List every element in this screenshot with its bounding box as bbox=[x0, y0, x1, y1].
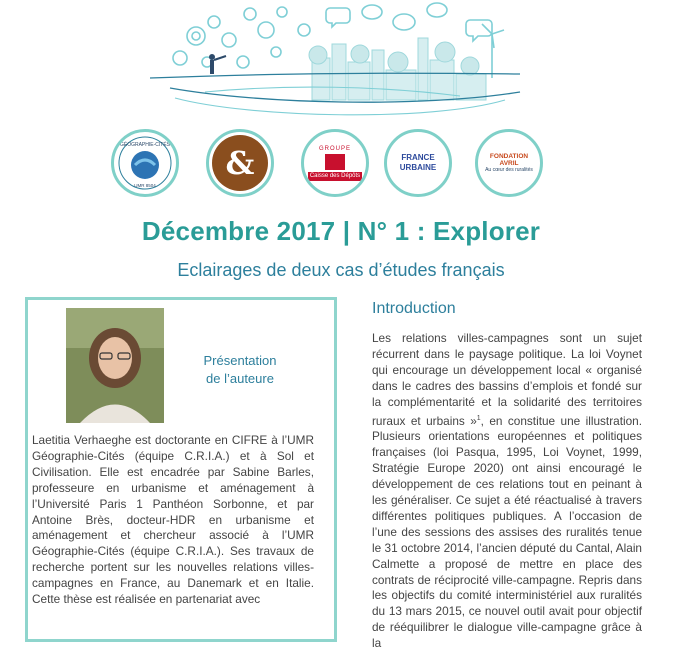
header-illustration bbox=[0, 0, 682, 125]
intro-paragraph: Les relations villes-campagnes sont un sujet récurrent dans le paysage politique. La loi Voynet qui encourage un développement local « organisé dans le cadres des bassins d’emplois et fondé sur la complémentarité et la solidarité des territoires ruraux et urbains »$^1$, en constitue une illustration. Plusieurs orientations européennes et politiques françaises (loi Pasqua, 1995, Loi Voynet, 1999, Stratégie Europe 2020) ont ainsi encouragé le développement de ces relations tout en peinant à les généraliser. Ce sujet a été réactualisé à travers différentes politiques publiques. A l’occasion de l’une des sessions des assises des ruralités tenue le 31 octobre 2014, l’ancien député du Cantal, Alain Calmette a proposé de mettre en place des contrats de réciprocité ville-campagne. Repris dans les objectifs du comité interministériel aux ruralités du 13 mars 2015, ce nouvel outil avait pour objectif de rééquilibrer le dialogue ville-campagne grâce à la bbox=[372, 331, 642, 651]
page-title: Décembre 2017 | N° 1 : Explorer bbox=[141, 216, 541, 246]
geographie-cites-logo bbox=[111, 129, 179, 197]
ampersand-logo: & bbox=[206, 129, 274, 197]
footnote-ref[interactable]: 1 bbox=[476, 414, 481, 422]
caisse-emblem-icon bbox=[325, 154, 345, 170]
svg-text:GÉOGRAPHIE-CITÉS: GÉOGRAPHIE-CITÉS bbox=[119, 142, 171, 148]
windmill-icon bbox=[482, 24, 504, 78]
page-subtitle: Eclairages de deux cas d’études français bbox=[177, 260, 505, 280]
author-bio: Laetitia Verhaeghe est doctorante en CIFRE à l’UMR Géographie-Cités (équipe C.R.I.A.) et à Sol et Civilisation. Elle est encadrée par Sabine Barles, professeure en urbanisme et aménagement à l’Université Paris 1 Panthéon Sorbonne, et par Antoine Brès, docteur-HDR en urbanisme et aménagement et chercheur associé à l’UMR Géographie-Cités (équipe C.R.I.A.). Ses travaux de recherche portent sur les nouvelles relations villes-campagnes en France, au Danemark et en Italie. Cette thèse est réalisée en partenariat avec bbox=[32, 433, 314, 607]
fondation-avril-logo: FONDATION AVRIL Au cœur des ruralités bbox=[475, 129, 543, 197]
author-presentation-box bbox=[25, 297, 337, 642]
partner-logos bbox=[0, 129, 682, 199]
gear-icon bbox=[173, 7, 310, 68]
caisse-des-depots-logo: GROUPE Caisse des Dépôts bbox=[301, 129, 369, 197]
globe-icon bbox=[117, 135, 173, 191]
intro-heading: Introduction bbox=[372, 300, 456, 317]
person-with-telescope-icon bbox=[209, 54, 226, 74]
svg-text:UMR 8504: UMR 8504 bbox=[134, 183, 156, 188]
author-photo bbox=[66, 308, 164, 423]
author-heading: Présentation de l’auteure bbox=[203, 353, 277, 386]
speech-bubble-icon bbox=[326, 3, 492, 41]
france-urbaine-logo: FRANCE URBAINE bbox=[384, 129, 452, 197]
